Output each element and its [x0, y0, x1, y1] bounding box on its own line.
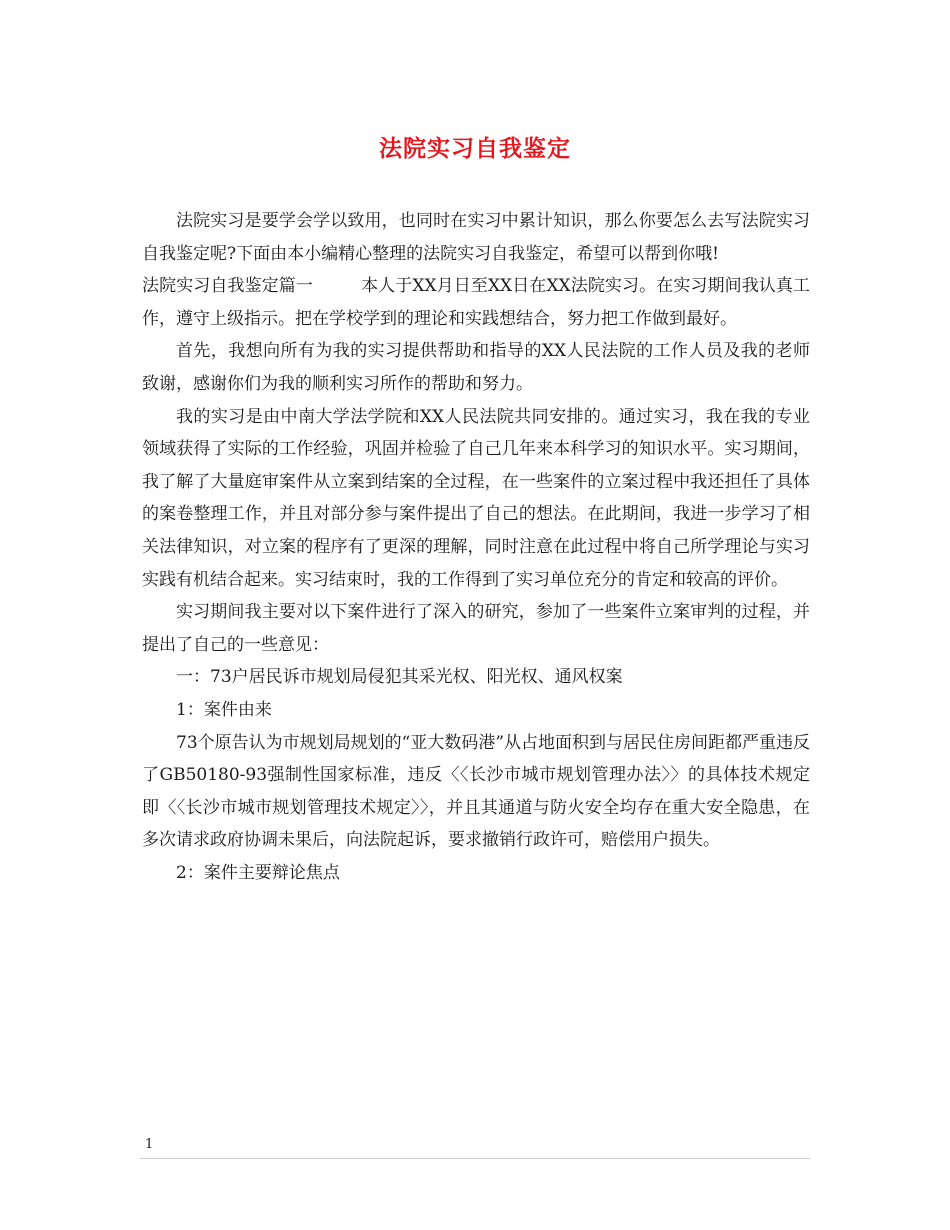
case-origin-heading: 1：案件由来 — [176, 699, 272, 720]
case-focus-heading: 2：案件主要辩论焦点 — [176, 862, 340, 883]
thanks-paragraph: 首先，我想向所有为我的实习提供帮助和指导的XX人民法院的工作人员及我的老师致谢，感谢你们为我的顺利实习所作的帮助和努力。 — [142, 341, 810, 394]
section-paragraph — [142, 270, 810, 335]
page-number: 1 — [145, 1137, 154, 1152]
intro-paragraph: 法院实习是要学会学以致用，也同时在实习中累计知识，那么你要怎么去写法院实习自我鉴定呢?下面由本小编精心整理的法院实习自我鉴定，希望可以帮到你哦! — [142, 211, 810, 264]
cases-intro-paragraph: 实习期间我主要对以下案件进行了深入的研究，参加了一些案件立案审判的过程，并提出了自己的一些意见： — [142, 602, 810, 655]
internship-paragraph: 我的实习是由中南大学法学院和XX人民法院共同安排的。通过实习，我在我的专业领域获得了实际的工作经验，巩固并检验了自己几年来本科学习的知识水平。实习期间，我了解了大量庭审案件从立案到结案的全过程，在一些案件的立案过程中我还担任了具体的案卷整理工作，并且对部分参与案件提出了自己的想法。在此期间，我进一步学习了相关法律知识，对立案的程序有了更深的理解，同时注意在此过程中将自己所学理论与实习实践有机结合起来。实习结束时，我的工作得到了实习单位充分的肯定和较高的评价。 — [142, 406, 810, 590]
section-heading: 法院实习自我鉴定篇一 — [142, 276, 313, 297]
case-heading: 一：73户居民诉市规划局侵犯其采光权、阳光权、通风权案 — [176, 667, 623, 688]
section-first-text: 本人于XX月日至XX日在XX法院实习。在实习期间我认真工作，遵守上级指示。把在学校学到的理论和实践想结合，努力把工作做到最好。 — [142, 276, 810, 329]
document-body — [142, 205, 810, 889]
case-origin-paragraph: 73个原告认为市规划局规划的“亚大数码港”从占地面积到与居民住房间距都严重违反了GB50180-93强制性国家标准，违反〈〈长沙市城市规划管理办法〉〉的具体技术规定即〈〈长沙市城市规划管理技术规定〉〉，并且其通道与防火安全均存在重大安全隐患，在多次请求政府协调未果后，向法院起诉，要求撤销行政许可，赔偿用户损失。 — [142, 732, 811, 851]
footer-divider — [140, 1158, 810, 1159]
document-title: 法院实习自我鉴定 — [379, 135, 571, 162]
